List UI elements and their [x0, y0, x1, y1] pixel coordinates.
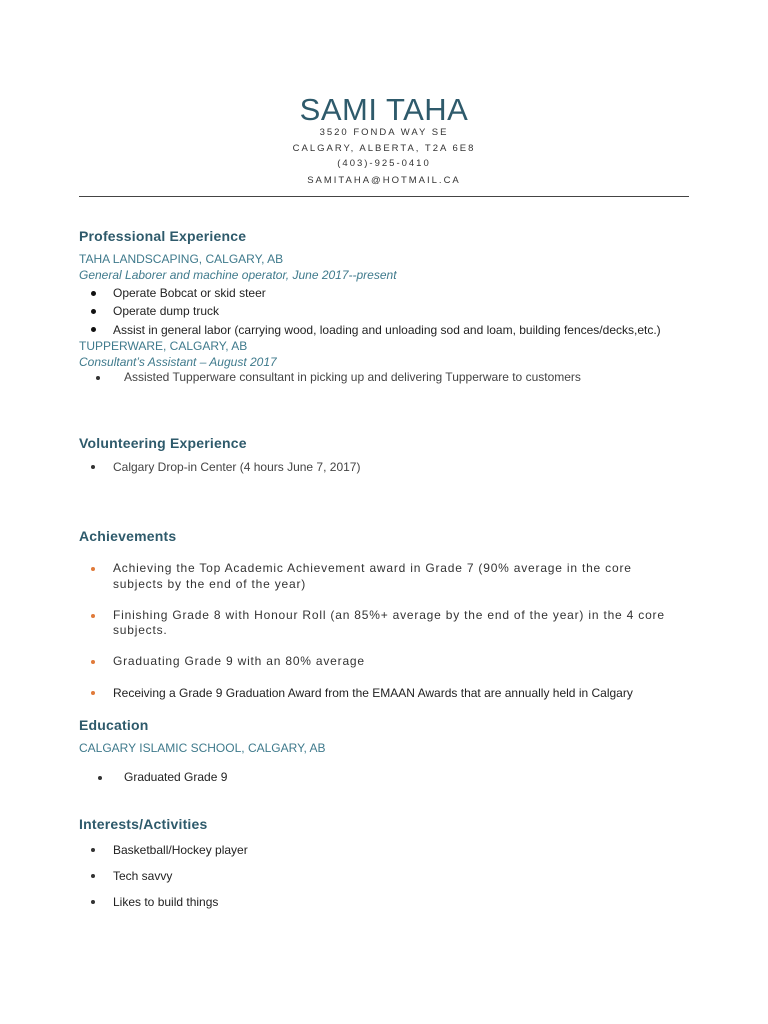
section-heading-volunteering: Volunteering Experience	[79, 435, 247, 451]
list-item: Graduating Grade 9 with an 80% average	[113, 654, 365, 668]
job-role: General Laborer and machine operator, June 2017--present	[79, 268, 397, 282]
section-heading-achievements: Achievements	[79, 528, 177, 544]
list-item: Operate Bobcat or skid steer	[113, 286, 266, 300]
job-org: TUPPERWARE, CALGARY, AB	[79, 339, 248, 353]
list-item: Tech savvy	[113, 869, 173, 883]
list-item: Assist in general labor (carrying wood, loading and unloading sod and loam, building fences/decks,etc.)	[113, 323, 661, 337]
bullet-icon	[98, 776, 102, 780]
bullet-icon	[91, 660, 95, 664]
bullet-icon	[91, 291, 96, 296]
list-item: Finishing Grade 8 with Honour Roll (an 85%+ average by the end of the year) in the 4 core	[113, 608, 665, 622]
phone-number: (403)-925-0410	[337, 158, 431, 169]
list-item: Achieving the Top Academic Achievement award in Grade 7 (90% average in the core	[113, 561, 632, 575]
list-item: Likes to build things	[113, 895, 219, 909]
header-divider	[79, 196, 689, 197]
section-heading-education: Education	[79, 717, 149, 733]
bullet-icon	[91, 848, 95, 852]
list-item: Assisted Tupperware consultant in picking up and delivering Tupperware to customers	[124, 370, 581, 384]
bullet-icon	[96, 376, 100, 380]
address-line-1: 3520 FONDA WAY SE	[319, 127, 449, 138]
list-item-continuation: subjects.	[113, 623, 168, 637]
bullet-icon	[91, 465, 95, 469]
section-heading-professional: Professional Experience	[79, 228, 247, 244]
bullet-icon	[91, 614, 95, 618]
section-heading-interests: Interests/Activities	[79, 816, 208, 832]
list-item-continuation: subjects by the end of the year)	[113, 577, 307, 591]
list-item: Operate dump truck	[113, 304, 220, 318]
bullet-icon	[91, 567, 95, 571]
list-item: Graduated Grade 9	[124, 770, 228, 784]
bullet-icon	[91, 691, 95, 695]
list-item: Basketball/Hockey player	[113, 843, 248, 857]
email-address: SAMITAHA@HOTMAIL.CA	[307, 175, 461, 186]
bullet-icon	[91, 900, 95, 904]
list-item: Calgary Drop-in Center (4 hours June 7, 2017)	[113, 460, 361, 474]
list-item: Receiving a Grade 9 Graduation Award from the EMAAN Awards that are annually held in Calgary	[113, 686, 633, 700]
address-line-2: CALGARY, ALBERTA, T2A 6E8	[292, 143, 476, 154]
school-name: CALGARY ISLAMIC SCHOOL, CALGARY, AB	[79, 741, 326, 755]
job-role: Consultant’s Assistant – August 2017	[79, 355, 277, 369]
bullet-icon	[91, 874, 95, 878]
bullet-icon	[91, 327, 96, 332]
job-org: TAHA LANDSCAPING, CALGARY, AB	[79, 252, 284, 266]
resume-name: SAMI TAHA	[299, 92, 469, 127]
bullet-icon	[91, 309, 96, 314]
